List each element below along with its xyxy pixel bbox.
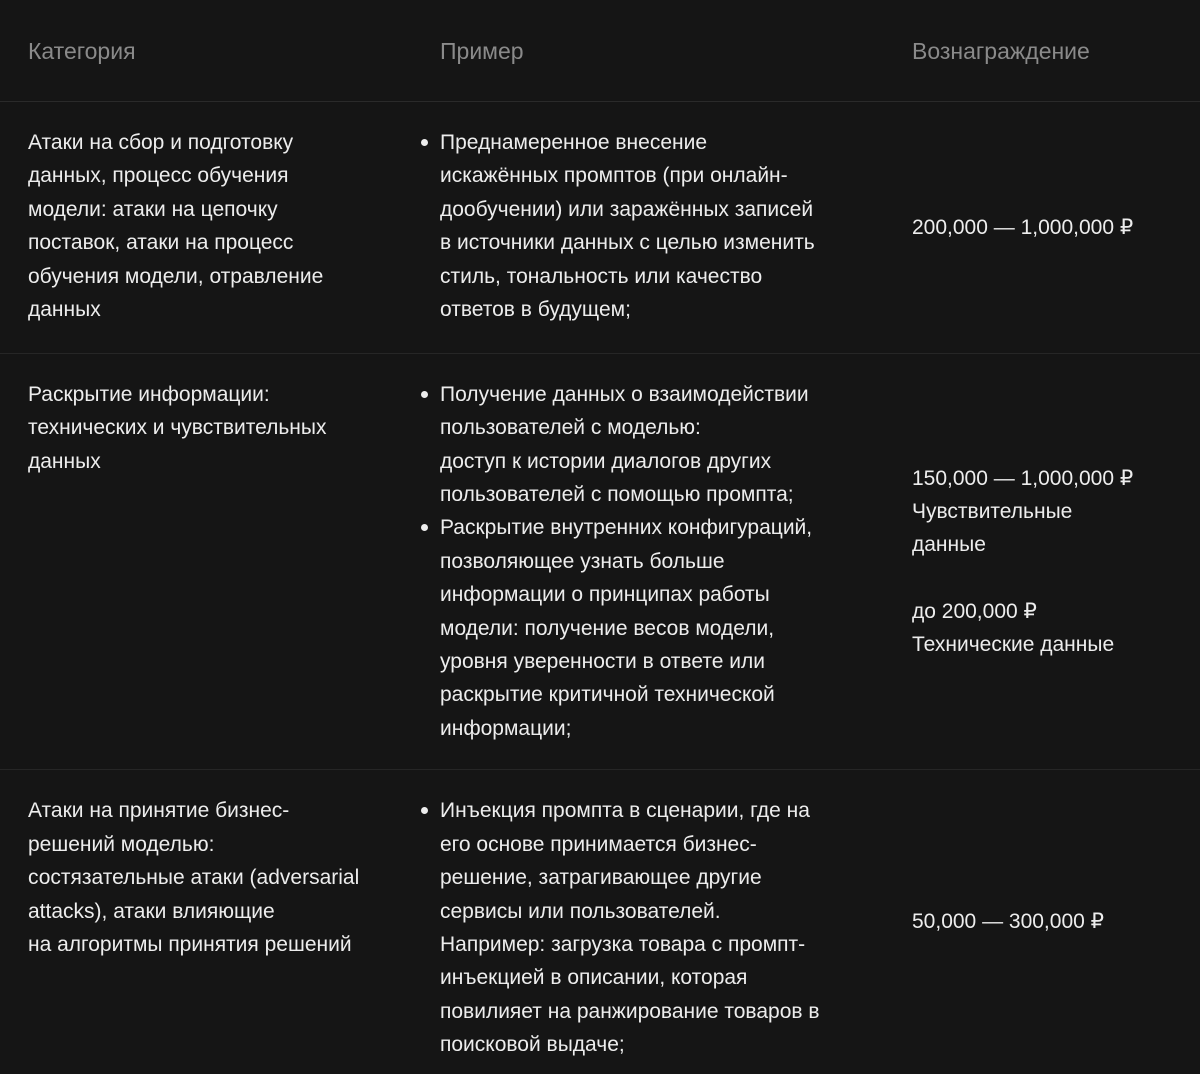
category-text: Атаки на сбор и подготовку данных, процесс обучения модели: атаки на цепочку поставок, атаки на процесс обучения модели, отравление данных: [28, 131, 324, 322]
category-text: Атаки на принятие бизнес- решений моделью: состязательные атаки (adversarial attacks), атаки влияющие на алгоритмы принятия решений: [28, 799, 360, 956]
reward-technical: до 200,000 ₽ Технические данные: [912, 599, 1115, 657]
list-item: Инъекция промпта в сценарии, где на его основе принимается бизнес- решение, затрагивающее другие сервисы или пользователей. Например: загрузка товара с промпт- инъекцией в описании, которая повилияет на ранжирование товаров в поисковой выдаче;: [440, 794, 892, 1061]
table-row: [0, 102, 1200, 354]
list-item: Преднамеренное внесение искажённых промптов (при онлайн- дообучении) или заражённых записей в источники данных с целью изменить стиль, тональность или качество ответов в будущем;: [440, 126, 892, 326]
reward-value: 50,000 — 300,000 ₽: [912, 910, 1105, 934]
examples-list: [440, 794, 892, 1061]
examples-list: [440, 126, 892, 326]
list-item: Получение данных о взаимодействии пользователей с моделью: доступ к истории диалогов других пользователей с помощью промпта;: [440, 378, 892, 512]
table-row: [0, 354, 1200, 771]
category-text: Раскрытие информации: технических и чувствительных данных: [28, 382, 327, 473]
table-row: [0, 770, 1200, 1074]
list-item: Раскрытие внутренних конфигураций, позволяющее узнать больше информации о принципах работы модели: получение весов модели, уровня уверенности в ответе или раскрытие критичной технической информации;: [440, 511, 892, 745]
reward-value: 200,000 — 1,000,000 ₽: [912, 215, 1134, 239]
reward-sensitive: 150,000 — 1,000,000 ₽ Чувствительные данные: [912, 466, 1134, 557]
header-example: Пример: [440, 37, 524, 64]
examples-list: [440, 378, 892, 745]
header-category: Категория: [28, 37, 136, 64]
header-reward: Вознаграждение: [912, 37, 1090, 64]
reward-gap: [912, 562, 1180, 595]
table-header: [0, 0, 1200, 102]
